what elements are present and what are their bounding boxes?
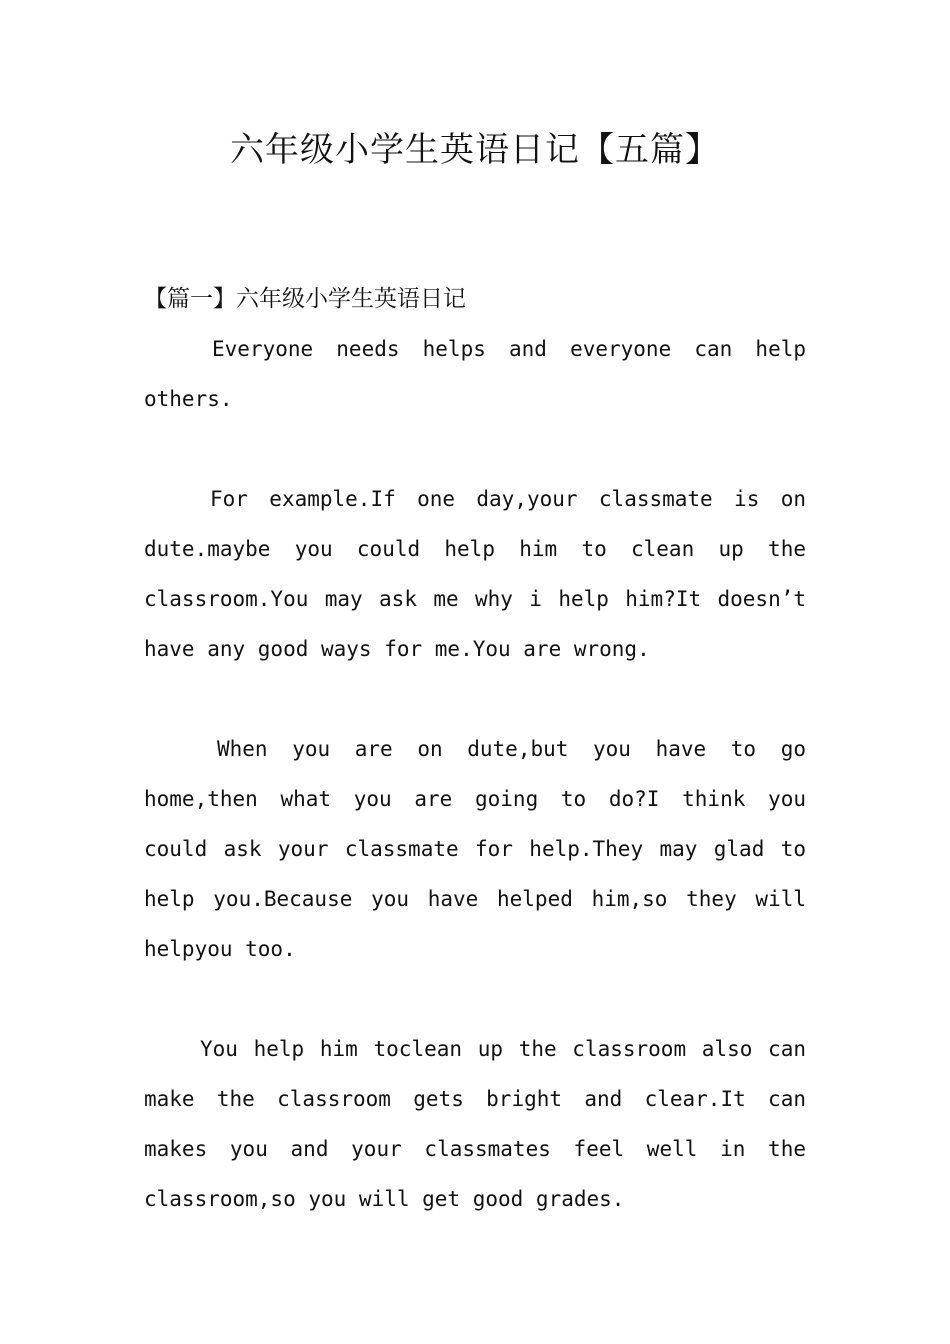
paragraph-line: others. bbox=[144, 387, 233, 411]
paragraph-spacer bbox=[144, 424, 806, 474]
paragraph-4 bbox=[144, 1024, 806, 1224]
paragraph-line: make the classroom gets bright and clear.It can bbox=[144, 1087, 806, 1111]
section-heading: 【篇一】六年级小学生英语日记 bbox=[144, 286, 466, 312]
paragraph-line: help you.Because you have helped him,so they will bbox=[144, 887, 806, 911]
paragraph-line: home,then what you are going to do?I think you bbox=[144, 787, 806, 811]
paragraph-spacer bbox=[144, 974, 806, 1024]
paragraph-line: For example.If one day,your classmate is on bbox=[210, 487, 806, 511]
paragraph-line: have any good ways for me.You are wrong. bbox=[144, 637, 650, 661]
document-title: 六年级小学生英语日记【五篇】 bbox=[230, 130, 720, 170]
paragraph-line: could ask your classmate for help.They may glad to bbox=[144, 837, 806, 861]
paragraph-line: classroom.You may ask me why i help him?It doesn’t bbox=[144, 587, 806, 611]
paragraph-line: dute.maybe you could help him to clean up the bbox=[144, 537, 806, 561]
paragraph-spacer bbox=[144, 674, 806, 724]
paragraph-3 bbox=[144, 724, 806, 974]
paragraph-line: Everyone needs helps and everyone can help bbox=[212, 337, 806, 361]
paragraph-line: makes you and your classmates feel well in the bbox=[144, 1137, 806, 1161]
paragraph-line: When you are on dute,but you have to go bbox=[217, 737, 806, 761]
document-body bbox=[144, 274, 806, 1224]
paragraph-line: helpyou too. bbox=[144, 937, 296, 961]
paragraph-line: classroom,so you will get good grades. bbox=[144, 1187, 625, 1211]
paragraph-line: You help him toclean up the classroom also can bbox=[200, 1037, 806, 1061]
paragraph-1 bbox=[144, 324, 806, 424]
paragraph-2 bbox=[144, 474, 806, 674]
